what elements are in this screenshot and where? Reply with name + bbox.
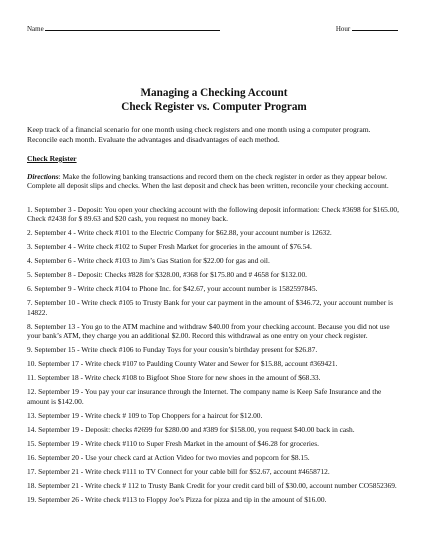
title-line-2: Check Register vs. Computer Program (121, 101, 307, 113)
list-item: 3. September 4 - Write check #102 to Super Fresh Market for groceries in the amount of $76.54. (27, 242, 312, 252)
hour-label: Hour (335, 25, 351, 33)
name-line (27, 24, 220, 33)
list-item: 4. September 6 - Write check #103 to Jim’s Gas Station for $22.00 for gas and oil. (27, 256, 270, 266)
directions-label: Directions (27, 172, 59, 181)
directions-text: : Make the following banking transactions and record them on the check register in order as they appear below. Complete all deposit slips and checks. When the last deposit and check has been written, reconcile your checking account. (27, 172, 389, 191)
list-item: 12. September 19 - You pay your car insurance through the Internet. The company name is Keep Safe Insurance and the amount is $142.00. (27, 387, 382, 406)
list-item: 2. September 4 - Write check #101 to the Electric Company for $62.88, your account number is 12632. (27, 228, 332, 238)
list-item: 13. September 19 - Write check # 109 to Top Choppers for a haircut for $12.00. (27, 410, 263, 420)
name-label: Name (27, 25, 44, 33)
directions-paragraph (27, 172, 399, 191)
hour-line (336, 24, 398, 33)
list-item: 7. September 10 - Write check #105 to Trusty Bank for your car payment in the amount of $346.72, your account number is 14822. (27, 298, 393, 317)
list-item: 8. September 13 - You go to the ATM machine and withdraw $40.00 from your checking account. Because you did not use your bank’s ATM, they charge you an additional $2.00. Record this withdrawal as one entry on your check register. (27, 321, 390, 341)
list-item: 5. September 8 - Deposit: Checks #828 for $328.00, #368 for $175.80 and # 4658 for $132.00. (27, 270, 307, 280)
list-item: 16. September 20 - Use your check card at Action Video for two movies and popcorn for $8.15. (27, 452, 310, 462)
list-item: 18. September 21 - Write check # 112 to Trusty Bank Credit for your credit card bill of $30.00, account number CO5852369. (27, 480, 397, 490)
list-item: 10. September 17 - Write check #107 to Paulding County Water and Sewer for $15.88, account #369421. (27, 359, 338, 369)
name-blank (45, 24, 220, 31)
list-item: 1. September 3 - Deposit: You open your checking account with the following deposit information: Check #3698 for $165.00, Check #2438 for $ 89.63 and $20 cash, you request no money back. (27, 205, 399, 224)
list-item: 11. September 18 - Write check #108 to Bigfoot Shoe Store for new shoes in the amount of $68.33. (27, 373, 321, 383)
hour-blank (352, 24, 398, 31)
list-item: 19. September 26 - Write check #113 to Floppy Joe’s Pizza for pizza and tip in the amount of $16.00. (27, 494, 327, 504)
list-item: 14. September 19 - Deposit: checks #2699 for $280.00 and #389 for $158.00, you request $40.00 back in cash. (27, 424, 355, 434)
list-item: 9. September 15 - Write check #106 to Funday Toys for your cousin’s birthday present for $26.87. (27, 345, 318, 355)
section-heading: Check Register (27, 154, 77, 163)
page-title (0, 86, 428, 114)
intro-paragraph: Keep track of a financial scenario for one month using check registers and one month using a computer program. Reconcile each month. Evaluate the advantages and disadvantages of each method. (27, 125, 371, 144)
list-item: 15. September 19 - Write check #110 to Super Fresh Market in the amount of $46.28 for groceries. (27, 438, 319, 448)
title-line-1: Managing a Checking Account (140, 87, 288, 99)
transaction-list (27, 205, 399, 509)
list-item: 17. September 21 - Write check #111 to TV Connect for your cable bill for $52.67, account #4658712. (27, 466, 330, 476)
list-item: 6. September 9 - Write check #104 to Phone Inc. for $42.67, your account number is 1582597845. (27, 284, 318, 294)
